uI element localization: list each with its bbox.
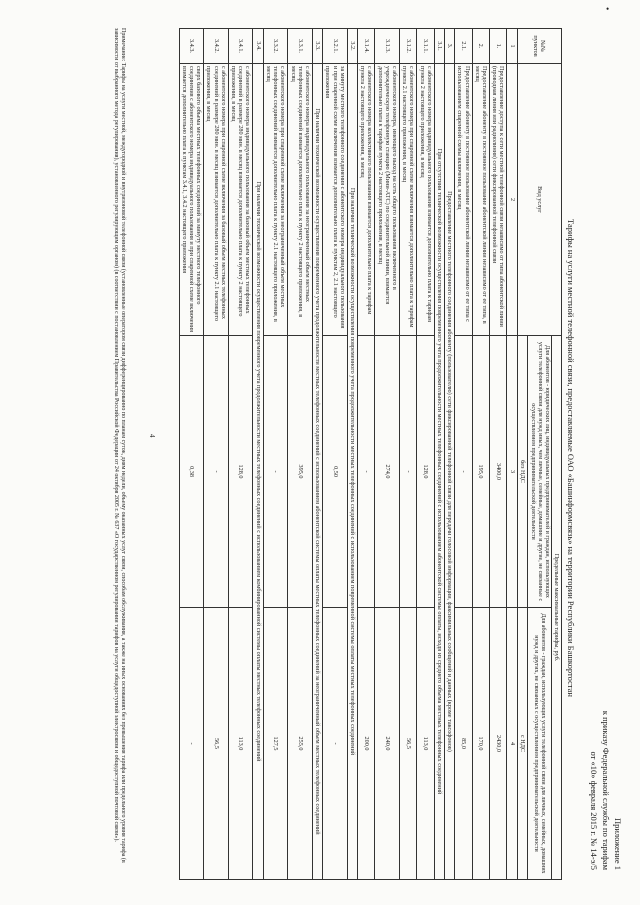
service-name: с абонентского номера коллективного пользования взимается дополнительно плата к тарифам пункта 2 настоящего приложения, в месяц (357, 64, 374, 336)
table-row (263, 29, 288, 880)
row-number: 3.4.2. (204, 29, 229, 64)
tariff-org-value: 0,50 (323, 336, 348, 608)
row-number: 3.3. (312, 29, 322, 64)
tariff-org-value: 128,0 (417, 336, 434, 608)
table-section-row (312, 29, 322, 880)
row-number: 3.4.1. (228, 29, 253, 64)
table-row (489, 29, 506, 880)
tariff-table (179, 28, 562, 880)
header-org-unit: без НДС (517, 336, 527, 608)
page-title: Тарифы на услуги местной телефонной связи, предоставляемые ОАО «Башинформсвязь» на территории Республики Башкортостан (566, 219, 576, 697)
service-name: с абонентского номера, имеющего выход на сеть общего пользования включенного в учрежденческую телефонную станцию (Мини-АТС) по соединительной линии, взимается дополнительно плата к тарифам пункта 2 настоящего приложения, в месяц (375, 64, 400, 336)
header-service: Вид услуг (517, 64, 561, 336)
tariff-pop-value: - (179, 608, 204, 880)
note-text: Тарифы на услуги местной, междугородной и внутризоновой телефонной связи (установленные оператором связи дифференцированно по планам суток, дням недели, объему оказанных услуг связи, способам обслуживания, а также на иных основаниях без превышения тарифа или предельного уровня тарифа (в зависимости от выбранного метода регулирования), установленного регулирующим органом) (в соответствии с постановлением Правительства Российской Федерации от 24 октября 2005 г. № 637 «О государственном регулировании тарифов на услуги общедоступной электросвязи и общедоступной почтовой связи»). (113, 28, 126, 863)
header-pop: Для абонентов - граждан, использующих услуги телефонной связи для личных, семейных, домашних нужд и других, не связанных с осуществлением предпринимательской деятельности (527, 608, 551, 880)
tariff-pop-value: 113,0 (417, 608, 434, 880)
tariff-org-value: 3400,0 (489, 336, 506, 608)
table-row (399, 29, 416, 880)
table-section-row (444, 29, 454, 880)
section-title: При наличии технической возможности осуществления повременного учета продолжительности местных телефонных соединений с использованием комбинированной системы оплаты местных телефонных соединений (253, 64, 263, 880)
row-number: 3.4. (253, 29, 263, 64)
tariff-org-value: 395,0 (288, 336, 313, 608)
appendix-header (588, 711, 624, 870)
section-title: При наличии технической возможности осуществления повременного учета продолжительности местных телефонных соединений с использованием повременной системы оплаты местных телефонных соединений (347, 64, 357, 880)
page-number: 4 (148, 434, 156, 438)
section-title: Предоставление местного телефонного соединения абоненту (пользователю) сети фиксированной телефонной связи для передачи голосовой информации, факсимильных сообщений и данных (кроме таксофонов) (444, 64, 454, 880)
row-number: 3.4.3. (179, 29, 204, 64)
tariff-pop-value: 255,0 (288, 608, 313, 880)
section-title: При отсутствии технической возможности осуществления повременного учета продолжительности местных телефонных соединений с использованием абонентской системы оплаты, исходя из среднего объема местных телефонных соединений (434, 64, 444, 880)
table-row (455, 29, 472, 880)
appendix-line-2: к приказу Федеральной службы по тарифам (601, 710, 611, 870)
header-row (551, 29, 561, 880)
service-name: с абонентского номера индивидуального пользования за базовый объем местных телефонных соединений в размере 280 мин. в месяц взимается дополнительно плата к пункту 2 настоящего приложения, в месяц (228, 64, 253, 336)
service-name: Предоставление абоненту в постоянное пользование абонентской линии независимо от ее типа, в месяц (472, 64, 489, 336)
header-num: №№ пунктов (517, 29, 561, 64)
header-pop-unit: с НДС (517, 608, 527, 880)
service-name: с абонентского номера индивидуального пользования за неограниченный объем местных телефонных соединений взимается дополнительно плата к пункту 2 настоящего приложения, в месяц (288, 64, 313, 336)
appendix-line-3: от «10» февраля 2015 г. № 14-э/5 (589, 751, 599, 870)
tariff-pop-value: 56,5 (399, 608, 416, 880)
tariff-pop-value: 113,0 (228, 608, 253, 880)
row-number: 2.1. (455, 29, 472, 64)
colnum-4: 4 (507, 608, 517, 880)
note-title: Примечание: (120, 28, 126, 62)
tariff-org-value: - (399, 336, 416, 608)
table-row (357, 29, 374, 880)
tariff-pop-value: 2430,0 (489, 608, 506, 880)
row-number: 3.1.2. (399, 29, 416, 64)
colnum-2: 2 (507, 64, 517, 336)
service-name: с абонентского номера при спаренной схеме включения взимается дополнительно плата к тарифам пункта 2.1 настоящего приложения, в месяц (399, 64, 416, 336)
tariff-pop-value: 240,0 (375, 608, 400, 880)
tariff-pop-value: 85,0 (455, 608, 472, 880)
tariff-pop-value: 170,0 (472, 608, 489, 880)
table-row (375, 29, 400, 880)
table-row (417, 29, 434, 880)
colnum-1: 1 (507, 29, 517, 64)
scan-dot: • (606, 4, 610, 14)
table-row (179, 29, 204, 880)
tariff-org-value: 128,0 (228, 336, 253, 608)
tariff-pop-value: 127,5 (263, 608, 288, 880)
header-group: Предельные максимальные тарифы, руб. (551, 336, 561, 880)
header-org: Для абонентов - юридических лиц, индивидуальных предпринимателей и граждан, использующих услуги телефонной связи для нужд иных, чем личные, семейные, домашние и другие, не связанные с осуществлением предпринимательской деятельности (527, 336, 551, 608)
colnum-3: 3 (507, 336, 517, 608)
row-number: 3.3.2. (263, 29, 288, 64)
row-number: 3.3.1. (288, 29, 313, 64)
table-row (472, 29, 489, 880)
service-name: Предоставление абоненту в постоянное пользование абонентской линии независимо от ее типа с использованием спаренной схемы включения, в месяц (455, 64, 472, 336)
tariff-pop-value: 200,0 (357, 608, 374, 880)
tariff-org-value: - (263, 336, 288, 608)
table-row (204, 29, 229, 880)
row-number: 3.2.1. (323, 29, 348, 64)
tariff-pop-value: - (323, 608, 348, 880)
table-row (288, 29, 313, 880)
table-section-row (434, 29, 444, 880)
service-name: с абонентского номера при спаренной схеме включения за базовый объем местных телефонных соединений в размере 280 мин. в месяц взимается дополнительно плата к пункту 2.1 настоящего приложения, в месяц (204, 64, 229, 336)
row-number: 3.1.1. (417, 29, 434, 64)
service-name: с абонентского номера при спаренной схеме включения за неограниченный объем местных телефонных соединений взимается дополнительно плата к пункту 2.1 настоящего приложения, в месяц (263, 64, 288, 336)
table-row (323, 29, 348, 880)
service-name: с абонентского номера индивидуального пользования взимается дополнительно плата к тарифам пункта 2 настоящего приложения, в месяц (417, 64, 434, 336)
section-title: При наличии технической возможности осуществления повременного учета продолжительности местных телефонных соединений с использованием абонентской системы оплаты местных телефонных соединений за неограниченный объем местных телефонных соединений (312, 64, 322, 880)
table-section-row (253, 29, 263, 880)
row-number: 3.1. (434, 29, 444, 64)
appendix-line-1: Приложение 1 (613, 818, 623, 870)
column-number-row (507, 29, 517, 880)
rotated-content (28, 22, 628, 894)
tariff-org-value: 195,0 (472, 336, 489, 608)
service-name: за минуту местного телефонного соединения с абонентского номера индивидуального пользования и при спаренной схеме включения взимается дополнительно плата к пунктам 2, 2.1 настоящего приложения (323, 64, 348, 336)
tariff-org-value: - (455, 336, 472, 608)
tariff-org-value: 0,38 (179, 336, 204, 608)
tariff-pop-value: 56,5 (204, 608, 229, 880)
table-row (228, 29, 253, 880)
row-number: 3. (444, 29, 454, 64)
row-number: 3.1.4. (357, 29, 374, 64)
row-number: 1. (489, 29, 506, 64)
service-name: сверх базового объема местных телефонных соединений за минуту местного телефонного соединения с абонентского номера индивидуального пользования и при спаренной схеме включения взимается дополнительно плата к пунктам 3.4.1, 3.4.2 настоящего приложения (179, 64, 204, 336)
tariff-org-value: 274,0 (375, 336, 400, 608)
tariff-org-value: - (357, 336, 374, 608)
service-name: Предоставление доступа к сети местной телефонной связи независимо от типа абонентской линии (проводная линия или радиолиния) сети фиксированной телефонной связи (489, 64, 506, 336)
row-number: 2. (472, 29, 489, 64)
footnote (112, 28, 126, 878)
table-section-row (347, 29, 357, 880)
row-number: 3.1.3. (375, 29, 400, 64)
tariff-org-value: - (204, 336, 229, 608)
row-number: 3.2. (347, 29, 357, 64)
